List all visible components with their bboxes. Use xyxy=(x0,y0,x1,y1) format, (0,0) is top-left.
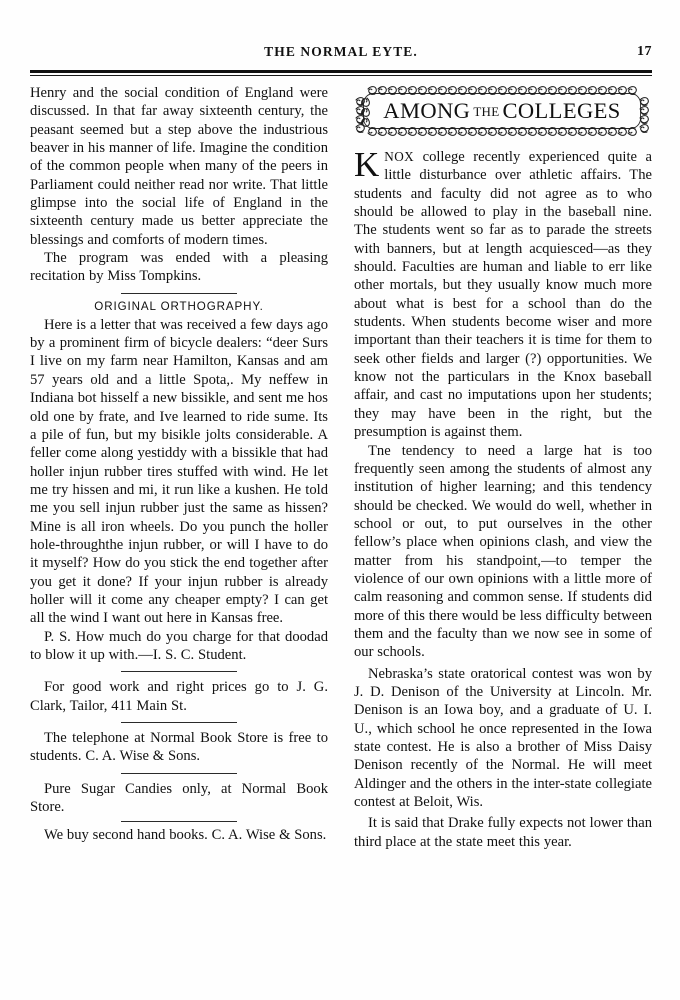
ad-tailor: For good work and right prices go to J. G. Clark, Tailor, 411 Main St. xyxy=(30,679,328,714)
para-nebraska-oratorical: Nebraska’s state oratorical contest was won by J. D. Denison of the University at Lincoln. Mr. Denison is an Iowa boy, and a graduate of U. I. U., which school he once represented in the Iowa state contest. He is also a brother of Miss Daisy Denison recently of the Normal. He will meet Aldinger and the others in the inter-state collegiate contest at Beloit, Wis. xyxy=(354,665,652,811)
para-drake-state-meet: It is said that Drake fully expects not lower than third place at the state meet this year. xyxy=(354,815,652,850)
section-divider-rule xyxy=(121,293,237,294)
department-banner xyxy=(354,84,650,138)
banner-word-the: THE xyxy=(473,104,500,119)
page-number: 17 xyxy=(637,44,652,59)
left-column xyxy=(30,84,328,990)
para-program-ended: The program was ended with a pleasing recitation by Miss Tompkins. xyxy=(30,250,328,285)
subhead-original-orthography: ORIGINAL ORTHOGRAPHY. xyxy=(94,299,264,313)
banner-word-among: AMONG xyxy=(383,98,471,123)
para-letter-body: Here is a letter that was received a few days ago by a prominent firm of bicycle dealers: “deer Surs I live on my farm near Hamilton, Kansas and am 57 years old and a little Spota,. My neffew in Indiana bot hisself a new bissikle, and sent me hos old one by frate, and Ive learned to ride sume. Its a pile of fun, but my bisikle jolts considerable. A feller come along yestiddy with a bissikle that had holler injun rubber tires stuffed with wind. He let me try hissen and mi, it run like a kushen. He told me you sell injun rubber just the same as hissen? Mine is all iron wheels. Do you punch the holler hole-throughthe injun rubber, or will I have to do it myself? How do you stick the end together after you get it done? If your injun rubber is already holler will it come any cheaper empty? I can get all the wind I want out here in Kansas free. xyxy=(30,316,328,627)
ad-divider-rule-4 xyxy=(121,821,237,822)
para-large-hat-tendency: Tne tendency to need a large hat is too frequently seen among the students of almost any institution of higher learning; and this tendency should be checked. We would do well, whether in school or out, to put ourselves in the other fellow’s place when opinions clash, and view the matter from his standpoint,—to temper the violence of our own opinions with a little more of calm reasoning and common sense. If students did more of this there would be less difficulty between them and the faculty than we now see in some of our schools. xyxy=(354,442,652,661)
para-england-continuation: Henry and the social condition of England were discussed. In that far away sixteenth century, the peasant seemed but a step above the industrious beaver in his manner of life. Imagine the condition of the common people when many of the peers in Parliament could neither read nor write. That little glimpse into the social life of England in the sixteenth century made us better appreciate the blessings and comforts of modern times. xyxy=(30,85,328,248)
para-knox-college-lead xyxy=(354,145,652,442)
header-rule-thin xyxy=(30,75,652,76)
banner-label-wrap xyxy=(354,84,650,138)
ad-divider-rule-2 xyxy=(121,722,237,723)
lead-paragraph-text: college recently experienced quite a little disturbance over athletic affairs. The students and faculty did not agree as to who should be allowed to play in the baseball nine. The students went so far as to parade the streets with banners, but at length acquiesced—as they should. Faculties are human and liable to err like other mortals, but they usually know much more about what is best for a school than do the students. When students become wiser and more important than their teachers it is time for them to seek other fields and larger (?) opportunities. We know not the particulars in the Knox baseball affair, and cast no imputations upon her students; they may have been in the right, but the presumption is against them. xyxy=(354,149,652,441)
ad-divider-rule-1 xyxy=(121,671,237,672)
header-rule-thick xyxy=(30,70,652,73)
banner-label xyxy=(383,98,620,124)
ad-candies: Pure Sugar Candies only, at Normal Book Store. xyxy=(30,780,328,816)
right-column xyxy=(354,84,652,990)
drop-cap-letter: K xyxy=(354,145,380,184)
para-letter-postscript: P. S. How much do you charge for that doodad to blow it up with.—I. S. C. Student. xyxy=(30,628,328,663)
ad-telephone: The telephone at Normal Book Store is free to students. C. A. Wise & Sons. xyxy=(30,730,328,765)
ad-divider-rule-3 xyxy=(121,773,237,774)
ad-second-hand-books: We buy second hand books. C. A. Wise & Sons. xyxy=(44,827,327,844)
lead-small-caps: NOX xyxy=(384,149,415,164)
running-head-title: THE NORMAL EYTE. xyxy=(264,44,418,59)
running-head xyxy=(30,44,652,66)
banner-word-colleges: COLLEGES xyxy=(502,98,621,123)
two-column-body xyxy=(30,84,652,990)
